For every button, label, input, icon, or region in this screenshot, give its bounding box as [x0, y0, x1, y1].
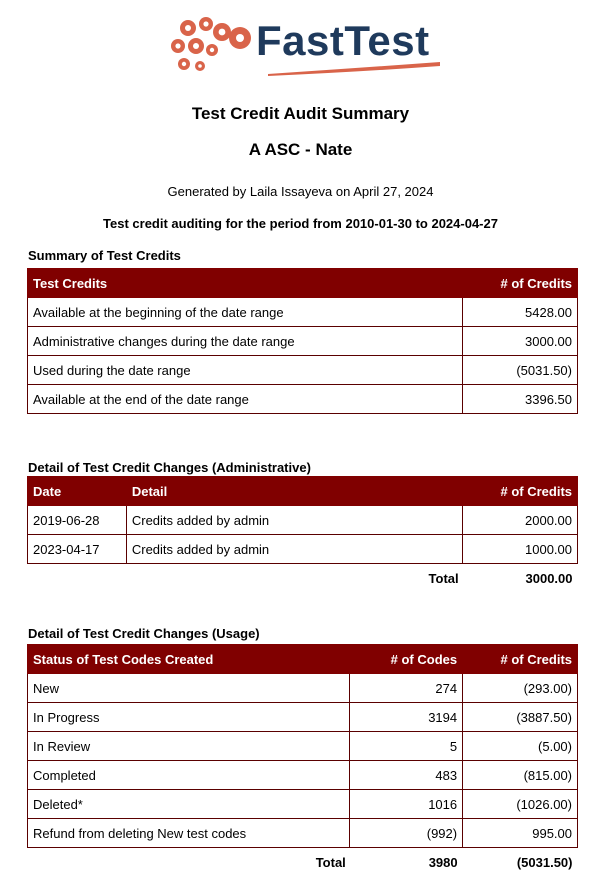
table-row	[28, 732, 578, 761]
row-credits: 5428.00	[463, 298, 578, 327]
row-credits: 995.00	[463, 819, 578, 848]
usage-table	[27, 644, 578, 876]
row-credits: (815.00)	[463, 761, 578, 790]
table-header-row	[28, 645, 578, 674]
col-header: Date	[28, 477, 127, 506]
row-detail: Credits added by admin	[126, 506, 462, 535]
table-row	[28, 790, 578, 819]
row-status: New	[28, 674, 350, 703]
admin-heading: Detail of Test Credit Changes (Administrative)	[28, 460, 311, 475]
table-row	[28, 535, 578, 564]
row-codes: 5	[350, 732, 463, 761]
row-label: Administrative changes during the date range	[28, 327, 463, 356]
generated-by: Generated by Laila Issayeva on April 27, 2024	[167, 184, 434, 199]
table-row	[28, 506, 578, 535]
row-status: Deleted*	[28, 790, 350, 819]
usage-heading: Detail of Test Credit Changes (Usage)	[28, 626, 260, 641]
row-credits: 3000.00	[463, 327, 578, 356]
row-codes: (992)	[350, 819, 463, 848]
table-row	[28, 819, 578, 848]
col-header: # of Credits	[463, 269, 578, 298]
logo-swoosh	[228, 12, 440, 78]
row-status: Completed	[28, 761, 350, 790]
row-credits: 2000.00	[463, 506, 578, 535]
row-credits: (1026.00)	[463, 790, 578, 819]
table-row	[28, 298, 578, 327]
total-credits: (5031.50)	[516, 854, 573, 870]
col-header: # of Codes	[350, 645, 463, 674]
total-row	[28, 848, 578, 877]
org-name: A ASC - Nate	[248, 140, 353, 159]
row-label: Used during the date range	[28, 356, 463, 385]
table-row	[28, 674, 578, 703]
table-row	[28, 327, 578, 356]
admin-table	[27, 476, 578, 592]
col-header: # of Credits	[463, 645, 578, 674]
row-status: In Review	[28, 732, 350, 761]
total-label: Total	[428, 570, 459, 586]
summary-table	[27, 268, 578, 414]
row-credits: (5.00)	[463, 732, 578, 761]
audit-period: Test credit auditing for the period from 2010-01-30 to 2024-04-27	[103, 216, 498, 231]
row-date: 2019-06-28	[28, 506, 127, 535]
col-header: Detail	[126, 477, 462, 506]
report-title: Test Credit Audit Summary	[191, 104, 410, 123]
col-header: Status of Test Codes Created	[28, 645, 350, 674]
row-date: 2023-04-17	[28, 535, 127, 564]
row-status: Refund from deleting New test codes	[28, 819, 350, 848]
row-codes: 3194	[350, 703, 463, 732]
logo-wordmark: FastTest	[256, 17, 430, 64]
table-row	[28, 761, 578, 790]
col-header: # of Credits	[463, 477, 578, 506]
row-status: In Progress	[28, 703, 350, 732]
row-label: Available at the beginning of the date range	[28, 298, 463, 327]
table-row	[28, 356, 578, 385]
table-header-row	[28, 269, 578, 298]
fasttest-logo	[168, 12, 440, 78]
row-codes: 1016	[350, 790, 463, 819]
table-row	[28, 385, 578, 414]
summary-heading: Summary of Test Credits	[28, 248, 181, 263]
total-row	[28, 564, 578, 593]
row-detail: Credits added by admin	[126, 535, 462, 564]
table-header-row	[28, 477, 578, 506]
row-codes: 483	[350, 761, 463, 790]
total-label: Total	[315, 854, 346, 870]
row-credits: (3887.50)	[463, 703, 578, 732]
row-codes: 274	[350, 674, 463, 703]
row-credits: 3396.50	[463, 385, 578, 414]
total-credits: 3000.00	[525, 570, 573, 586]
total-codes: 3980	[428, 854, 458, 870]
col-header: Test Credits	[28, 269, 463, 298]
row-label: Available at the end of the date range	[28, 385, 463, 414]
row-credits: (293.00)	[463, 674, 578, 703]
row-credits: 1000.00	[463, 535, 578, 564]
row-credits: (5031.50)	[463, 356, 578, 385]
table-row	[28, 703, 578, 732]
